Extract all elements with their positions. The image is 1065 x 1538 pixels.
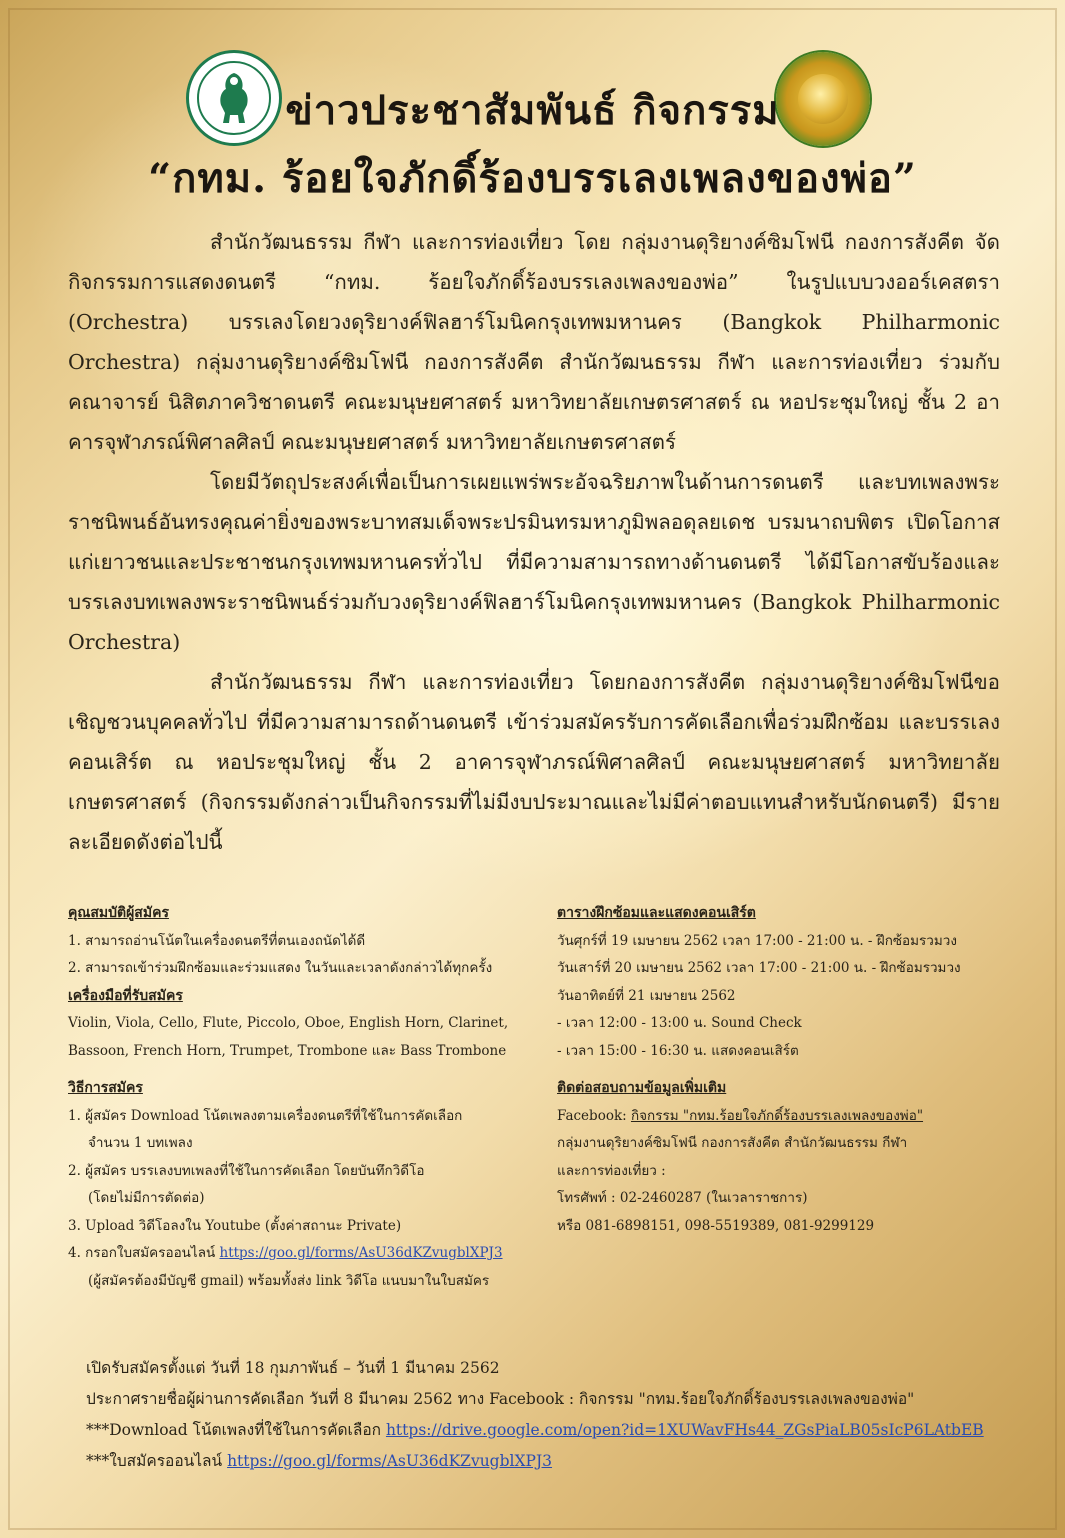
- contact-phone: โทรศัพท์ : 02-2460287 (ในเวลาราชการ): [557, 1190, 808, 1206]
- registration-period: เปิดรับสมัครตั้งแต่ วันที่ 18 กุมภาพันธ์ – วันที่ 1 มีนาคม 2562: [86, 1359, 500, 1377]
- sheet-music-link[interactable]: https://drive.google.com/open?id=1XUWavFHs44_ZGsPiaLB05sIcP6LAtbEB: [385, 1421, 984, 1439]
- facebook-page-link[interactable]: กิจกรรม "กทม.ร้อยใจภักดิ์ร้องบรรเลงเพลงของพ่อ": [630, 1107, 924, 1124]
- instruments-line: Bassoon, French Horn, Trumpet, Trombone และ Bass Trombone: [68, 1042, 507, 1059]
- form-label: ***ใบสมัครออนไลน์: [86, 1452, 228, 1470]
- apply-step-3: 3. Upload วิดีโอลงใน Youtube (ตั้งค่าสถานะ Private): [68, 1217, 402, 1234]
- apply-step-4-label: 4. กรอกใบสมัครออนไลน์: [68, 1245, 220, 1261]
- contact-line: กลุ่มงานดุริยางค์ซิมโฟนี กองการสังคีต สำนักวัฒนธรรม กีฬา: [557, 1135, 908, 1151]
- online-form-link[interactable]: https://goo.gl/forms/AsU36dKZvugblXPJ3: [227, 1452, 553, 1470]
- contact-line: และการท่องเที่ยว :: [557, 1162, 666, 1179]
- apply-heading: วิธีการสมัคร: [68, 1080, 143, 1096]
- intro-paragraph-1: สำนักวัฒนธรรม กีฬา และการท่องเที่ยว โดย กลุ่มงานดุริยางค์ซิมโฟนี กองการสังคีต จัดกิจกรรมการแสดงดนตรี “กทม. ร้อยใจภักดิ์ร้องบรรเลงเพลงของพ่อ” ในรูปแบบวงออร์เคสตรา (Orchestra) บรรเลงโดยวงดุริยางค์ฟิลฮาร์โมนิคกรุงเทพมหานคร (Bangkok Philharmonic Orchestra) กลุ่มงานดุริยางค์ซิมโฟนี กองการสังคีต สำนักวัฒนธรรม กีฬา และการท่องเที่ยว ร่วมกับคณาจารย์ นิสิตภาควิชาดนตรี คณะมนุษยศาสตร์ มหาวิทยาลัยเกษตรศาสตร์ ณ หอประชุมใหญ่ ชั้น 2 อาคารจุฬาภรณ์พิศาลศิลป์ คณะมนุษยศาสตร์ มหาวิทยาลัยเกษตรศาสตร์: [68, 230, 1000, 454]
- qualification-item: 2. สามารถเข้าร่วมฝึกซ้อมและร่วมแสดง ในวันและเวลาดังกล่าวได้ทุกครั้ง: [68, 960, 493, 976]
- qualifications-heading: คุณสมบัติผู้สมัคร: [68, 905, 169, 921]
- schedule-line: - เวลา 12:00 - 13:00 น. Sound Check: [557, 1015, 802, 1031]
- apply-step-4: [68, 1240, 538, 1268]
- apply-step-4-detail: (ผู้สมัครต้องมีบัญชี gmail) พร้อมทั้งส่ง link วิดีโอ แนบมาในใบสมัคร: [88, 1272, 490, 1289]
- right-column: [557, 900, 1007, 1240]
- application-form-link[interactable]: https://goo.gl/forms/AsU36dKZvugblXPJ3: [219, 1245, 503, 1261]
- announcement-date: ประกาศรายชื่อผู้ผ่านการคัดเลือก วันที่ 8 มีนาคม 2562 ทาง Facebook : กิจกรรม "กทม.ร้อยใจภักดิ์ร้องบรรเลงเพลงของพ่อ": [86, 1390, 915, 1408]
- schedule-line: วันอาทิตย์ที่ 21 เมษายน 2562: [557, 987, 736, 1004]
- apply-step-1-detail: จำนวน 1 บทเพลง: [88, 1135, 193, 1151]
- intro-text: [68, 222, 1000, 862]
- schedule-line: วันศุกร์ที่ 19 เมษายน 2562 เวลา 17:00 - 21:00 น. - ฝึกซ้อมรวมวง: [557, 932, 957, 949]
- instruments-heading: เครื่องมือที่รับสมัคร: [68, 987, 183, 1004]
- page-title: ข่าวประชาสัมพันธ์ กิจกรรม: [285, 87, 780, 134]
- apply-step-1: 1. ผู้สมัคร Download โน้ตเพลงตามเครื่องดนตรีที่ใช้ในการคัดเลือก: [68, 1107, 463, 1124]
- facebook-label: Facebook:: [557, 1107, 631, 1124]
- event-title: “กทม. ร้อยใจภักดิ์ร้องบรรเลงเพลงของพ่อ”: [148, 155, 917, 202]
- contact-facebook: [557, 1103, 1007, 1131]
- schedule-heading: ตารางฝึกซ้อมและแสดงคอนเสิร์ต: [557, 905, 756, 921]
- schedule-line: - เวลา 15:00 - 16:30 น. แสดงคอนเสิร์ต: [557, 1042, 799, 1059]
- qualification-item: 1. สามารถอ่านโน้ตในเครื่องดนตรีที่ตนเองถนัดได้ดี: [68, 932, 366, 949]
- contact-heading: ติดต่อสอบถามข้อมูลเพิ่มเติม: [557, 1080, 727, 1096]
- intro-paragraph-2: โดยมีวัตถุประสงค์เพื่อเป็นการเผยแพร่พระอัจฉริยภาพในด้านการดนตรี และบทเพลงพระราชนิพนธ์อันทรงคุณค่ายิ่งของพระบาทสมเด็จพระปรมินทรมหาภูมิพลอดุลยเดช บรมนาถบพิตร เปิดโอกาสแก่เยาวชนและประชาชนกรุงเทพมหานครทั่วไป ที่มีความสามารถทางด้านดนตรี ได้มีโอกาสขับร้องและบรรเลงบทเพลงพระราชนิพนธ์ร่วมกับวงดุริยางค์ฟิลฮาร์โมนิคกรุงเทพมหานคร (Bangkok Philharmonic Orchestra): [68, 470, 1000, 654]
- apply-step-2-detail: (โดยไม่มีการตัดต่อ): [88, 1190, 205, 1206]
- apply-step-2: 2. ผู้สมัคร บรรเลงบทเพลงที่ใช้ในการคัดเลือก โดยบันทึกวิดีโอ: [68, 1162, 425, 1179]
- instruments-line: Violin, Viola, Cello, Flute, Piccolo, Oboe, English Horn, Clarinet,: [68, 1015, 509, 1031]
- contact-mobile: หรือ 081-6898151, 098-5519389, 081-9299129: [557, 1217, 875, 1234]
- left-column: [68, 900, 538, 1295]
- download-label: ***Download โน้ตเพลงที่ใช้ในการคัดเลือก: [86, 1421, 386, 1439]
- intro-paragraph-3: สำนักวัฒนธรรม กีฬา และการท่องเที่ยว โดยกองการสังคีต กลุ่มงานดุริยางค์ซิมโฟนีขอเชิญชวนบุคคลทั่วไป ที่มีความสามารถด้านดนตรี เข้าร่วมสมัครรับการคัดเลือกเพื่อร่วมฝึกซ้อม และบรรเลงคอนเสิร์ต ณ หอประชุมใหญ่ ชั้น 2 อาคารจุฬาภรณ์พิศาลศิลป์ คณะมนุษยศาสตร์ มหาวิทยาลัยเกษตรศาสตร์ (กิจกรรมดังกล่าวเป็นกิจกรรมที่ไม่มีงบประมาณและไม่มีค่าตอบแทนสำหรับนักดนตรี) มีรายละเอียดดังต่อไปนี้: [68, 670, 1000, 854]
- footer-notes: [86, 1353, 1046, 1477]
- form-note: [86, 1446, 1046, 1477]
- schedule-line: วันเสาร์ที่ 20 เมษายน 2562 เวลา 17:00 - 21:00 น. - ฝึกซ้อมรวมวง: [557, 960, 961, 976]
- download-note: [86, 1415, 1046, 1446]
